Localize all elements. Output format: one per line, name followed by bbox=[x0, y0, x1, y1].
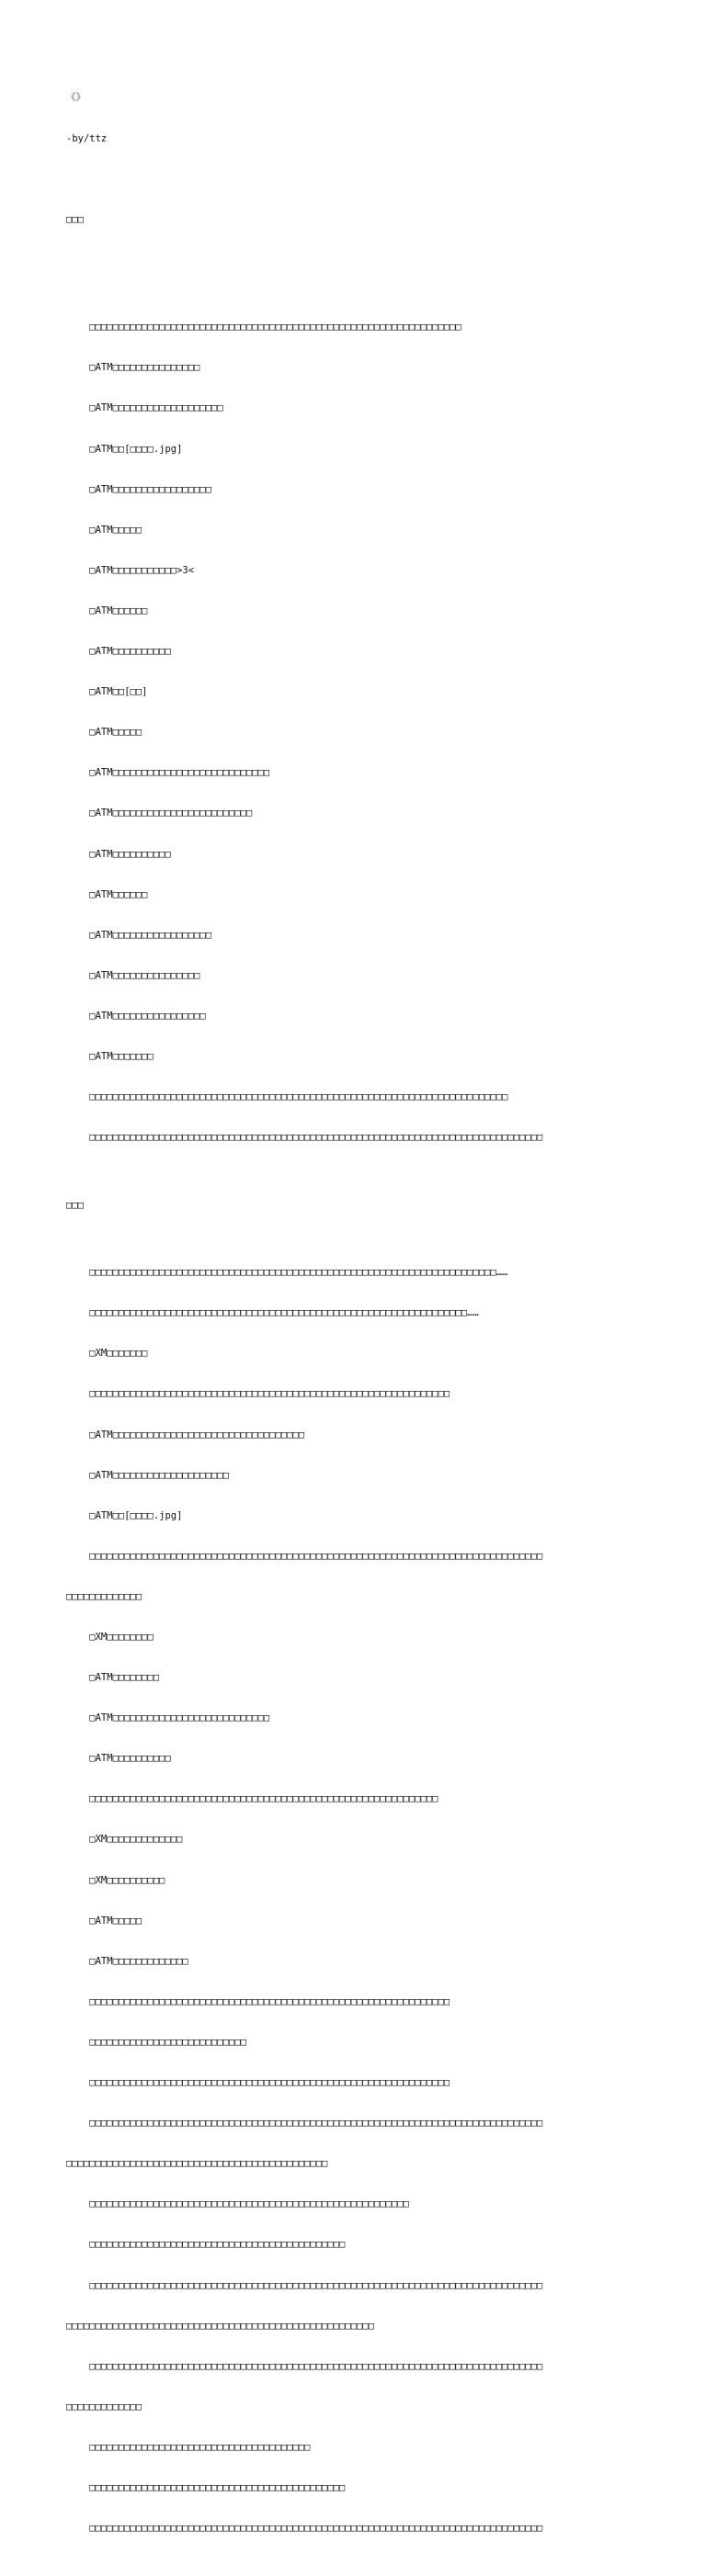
text-line: □□□□□□□□□□□□□□□□□□□□□□□□□□□□□□□□□□□□□□□□□□□□□□□□□□□□□□□□□□□□□□□□□□□□□□…… bbox=[66, 1267, 508, 1279]
section-heading-1: □□□ bbox=[66, 213, 84, 225]
text-line: □□□□□□□□□□□□□□□□□□□□□□□□□□□□□□□□□□□□□□□□□□□□□□□□□□□□□ bbox=[66, 2320, 375, 2332]
text-line: □ATM□□□□□□□□□□□□□□□ bbox=[66, 969, 200, 981]
text-line: □ATM□□□□□ bbox=[66, 524, 142, 536]
text-line: □□□□□□□□□□□□□□□□□□□□□□□□□□□□□□□□□□□□□□□□□□□□□□□□□□□□□□□□□□□□□□□□□□□□□□□□□□□□□□ bbox=[66, 1132, 543, 1144]
text-line: □□□□□□□□□□□□□□□□□□□□□□□□□□□□□□□□□□□□□□□□□□□□□□□□□□□□□□□□□□□□□□ bbox=[66, 1995, 450, 2007]
section-heading-2: □□□ bbox=[66, 1199, 84, 1211]
text-line: □□□□□□□□□□□□□□□□□□□□□□□□□□□□□□□□□□□□□□□□□□□□□□□□□□□□□□□□□□□□□□□□□…… bbox=[66, 1307, 479, 1319]
text-line: □□□□□□□□□□□□□ bbox=[66, 1590, 142, 1602]
text-line: □□□□□□□□□□□□□□□□□□□□□□□□□□□□□□□□□□□□□□□□□□□□ bbox=[66, 2239, 346, 2251]
text-line: □ATM□□□□□ bbox=[66, 1915, 142, 1926]
section-2-text bbox=[66, 1239, 645, 2562]
text-line: □□□□□□□□□□□□□ bbox=[66, 2401, 142, 2412]
blank-line bbox=[66, 254, 645, 267]
text-line: □XM□□□□□□□□ bbox=[66, 1632, 154, 1643]
text-line: □XM□□□□□□□□□□□□□ bbox=[66, 1834, 183, 1846]
text-line: □ATM□□□□□□□□□□□□□□□□□□□□□□□□□□□ bbox=[66, 767, 270, 779]
text-line: □ATM□□□□□□□□ bbox=[66, 1672, 160, 1684]
text-line: □□□□□□□□□□□□□□□□□□□□□□□□□□□□□□□□□□□□□□□□□□□□□□□□□□□□□□□ bbox=[66, 2198, 409, 2210]
text-line: □ATM□□□□□□□□□□□□□□□ bbox=[66, 362, 200, 374]
text-line: □ATM□□□□□□ bbox=[66, 604, 148, 616]
text-line: □□□□□□□□□□□□□□□□□□□□□□□□□□□□□□□□□□□□□□□□□□□□□ bbox=[66, 2158, 328, 2170]
text-line: □□□□□□□□□□□□□□□□□□□□□□□□□□□□□□□□□□□□□□□□□□□□□□□□□□□□□□□□□□□□□□□□□□□□□□□□□□□□□□ bbox=[66, 2523, 543, 2535]
text-line: □ATM□□□□□□□□□□□□□□□□□□□□□□□□□□□□□□□□□ bbox=[66, 1429, 305, 1441]
text-line: □□□□□□□□□□□□□□□□□□□□□□□□□□□ bbox=[66, 2036, 246, 2048]
text-line: □ATM□□□□□□□□□□□□□□□□□□□□ bbox=[66, 1469, 230, 1481]
text-line: □□□□□□□□□□□□□□□□□□□□□□□□□□□□□□□□□□□□□□□□□□□□□□□□□□□□□□□□□□□□ bbox=[66, 1793, 438, 1805]
text-line: □ATM□□□□□□□□□□□>3< bbox=[66, 564, 195, 576]
text-line: □XM□□□□□□□ bbox=[66, 1348, 148, 1360]
blank-line bbox=[66, 173, 645, 186]
document-body bbox=[66, 64, 645, 2576]
author-byline: -by/ttz bbox=[66, 132, 108, 144]
text-line: □ATM□□□□□□□□□□□□□□□□□□□□□□□□□□□ bbox=[66, 1712, 270, 1724]
text-line: □ATM□□□□□□□□□□□□□□□□ bbox=[66, 1010, 206, 1022]
text-line: □□□□□□□□□□□□□□□□□□□□□□□□□□□□□□□□□□□□□□□□□□□□□□□□□□□□□□□□□□□□□□□□□□□□□□□□ bbox=[66, 1091, 508, 1103]
text-line: □ATM□□[□□□□.jpg] bbox=[66, 1509, 183, 1521]
text-line: □ATM□□□□□□□ bbox=[66, 1050, 154, 1062]
text-line: □□□□□□□□□□□□□□□□□□□□□□□□□□□□□□□□□□□□□□□□□□□□□□□□□□□□□□□□□□□□□□ bbox=[66, 1388, 450, 1400]
text-line: □ATM□□□□□□□□□□□□□ bbox=[66, 1955, 188, 1967]
text-line: □□□□□□□□□□□□□□□□□□□□□□□□□□□□□□□□□□□□□□□□□□□□□□□□□□□□□□□□□□□□□□□□□□□□□□□□□□□□□□ bbox=[66, 2279, 543, 2291]
text-line: □XM□□□□□□□□□□ bbox=[66, 1874, 165, 1886]
text-line: □ATM□□[□□□□.jpg] bbox=[66, 443, 183, 455]
text-line: □ATM□□□□□□□□□□□□□□□□□□□□□□□□ bbox=[66, 808, 253, 819]
text-line: □□□□□□□□□□□□□□□□□□□□□□□□□□□□□□□□□□□□□□□□□□□□ bbox=[66, 2481, 346, 2493]
text-line: □□□□□□□□□□□□□□□□□□□□□□□□□□□□□□□□□□□□□□□□□□□□□□□□□□□□□□□□□□□□□□□□□□□□□□□□□□□□□□ bbox=[66, 1550, 543, 1562]
text-line: □□□□□□□□□□□□□□□□□□□□□□□□□□□□□□□□□□□□□□□□□□□□□□□□□□□□□□□□□□□□□□□□ bbox=[66, 322, 461, 333]
section-1-text bbox=[66, 294, 645, 1171]
text-line: □ATM□□□□□ bbox=[66, 727, 142, 739]
text-line: □ATM□□□□□□□□□□ bbox=[66, 1753, 171, 1765]
text-line: □□□□□□□□□□□□□□□□□□□□□□□□□□□□□□□□□□□□□□□□□□□□□□□□□□□□□□□□□□□□□□□□□□□□□□□□□□□□□□ bbox=[66, 2360, 543, 2372]
text-line: □□□□□□□□□□□□□□□□□□□□□□□□□□□□□□□□□□□□□□□□□□□□□□□□□□□□□□□□□□□□□□□□□□□□□□□□□□□□□□ bbox=[66, 2118, 543, 2130]
text-line: □ATM□□□□□□□□□□□□□□□□□ bbox=[66, 929, 212, 941]
text-line: □ATM□□□□□□□□□□ bbox=[66, 848, 171, 860]
text-line: □ATM□□□□□□ bbox=[66, 888, 148, 900]
text-line: □□□□□□□□□□□□□□□□□□□□□□□□□□□□□□□□□□□□□□ bbox=[66, 2441, 311, 2453]
document-title: 《》 bbox=[66, 92, 85, 104]
text-line: □□□□□□□□□□□□□□□□□□□□□□□□□□□□□□□□□□□□□□□□□□□□□□□□□□□□□□□□□□□□□□ bbox=[66, 2077, 450, 2089]
text-line: □ATM□□□□□□□□□□□□□□□□□□□ bbox=[66, 402, 223, 414]
text-line: □ATM□□□□□□□□□□□□□□□□□ bbox=[66, 483, 212, 495]
text-line: □ATM□□□□□□□□□□ bbox=[66, 646, 171, 658]
text-line: □ATM□□[□□] bbox=[66, 686, 148, 698]
